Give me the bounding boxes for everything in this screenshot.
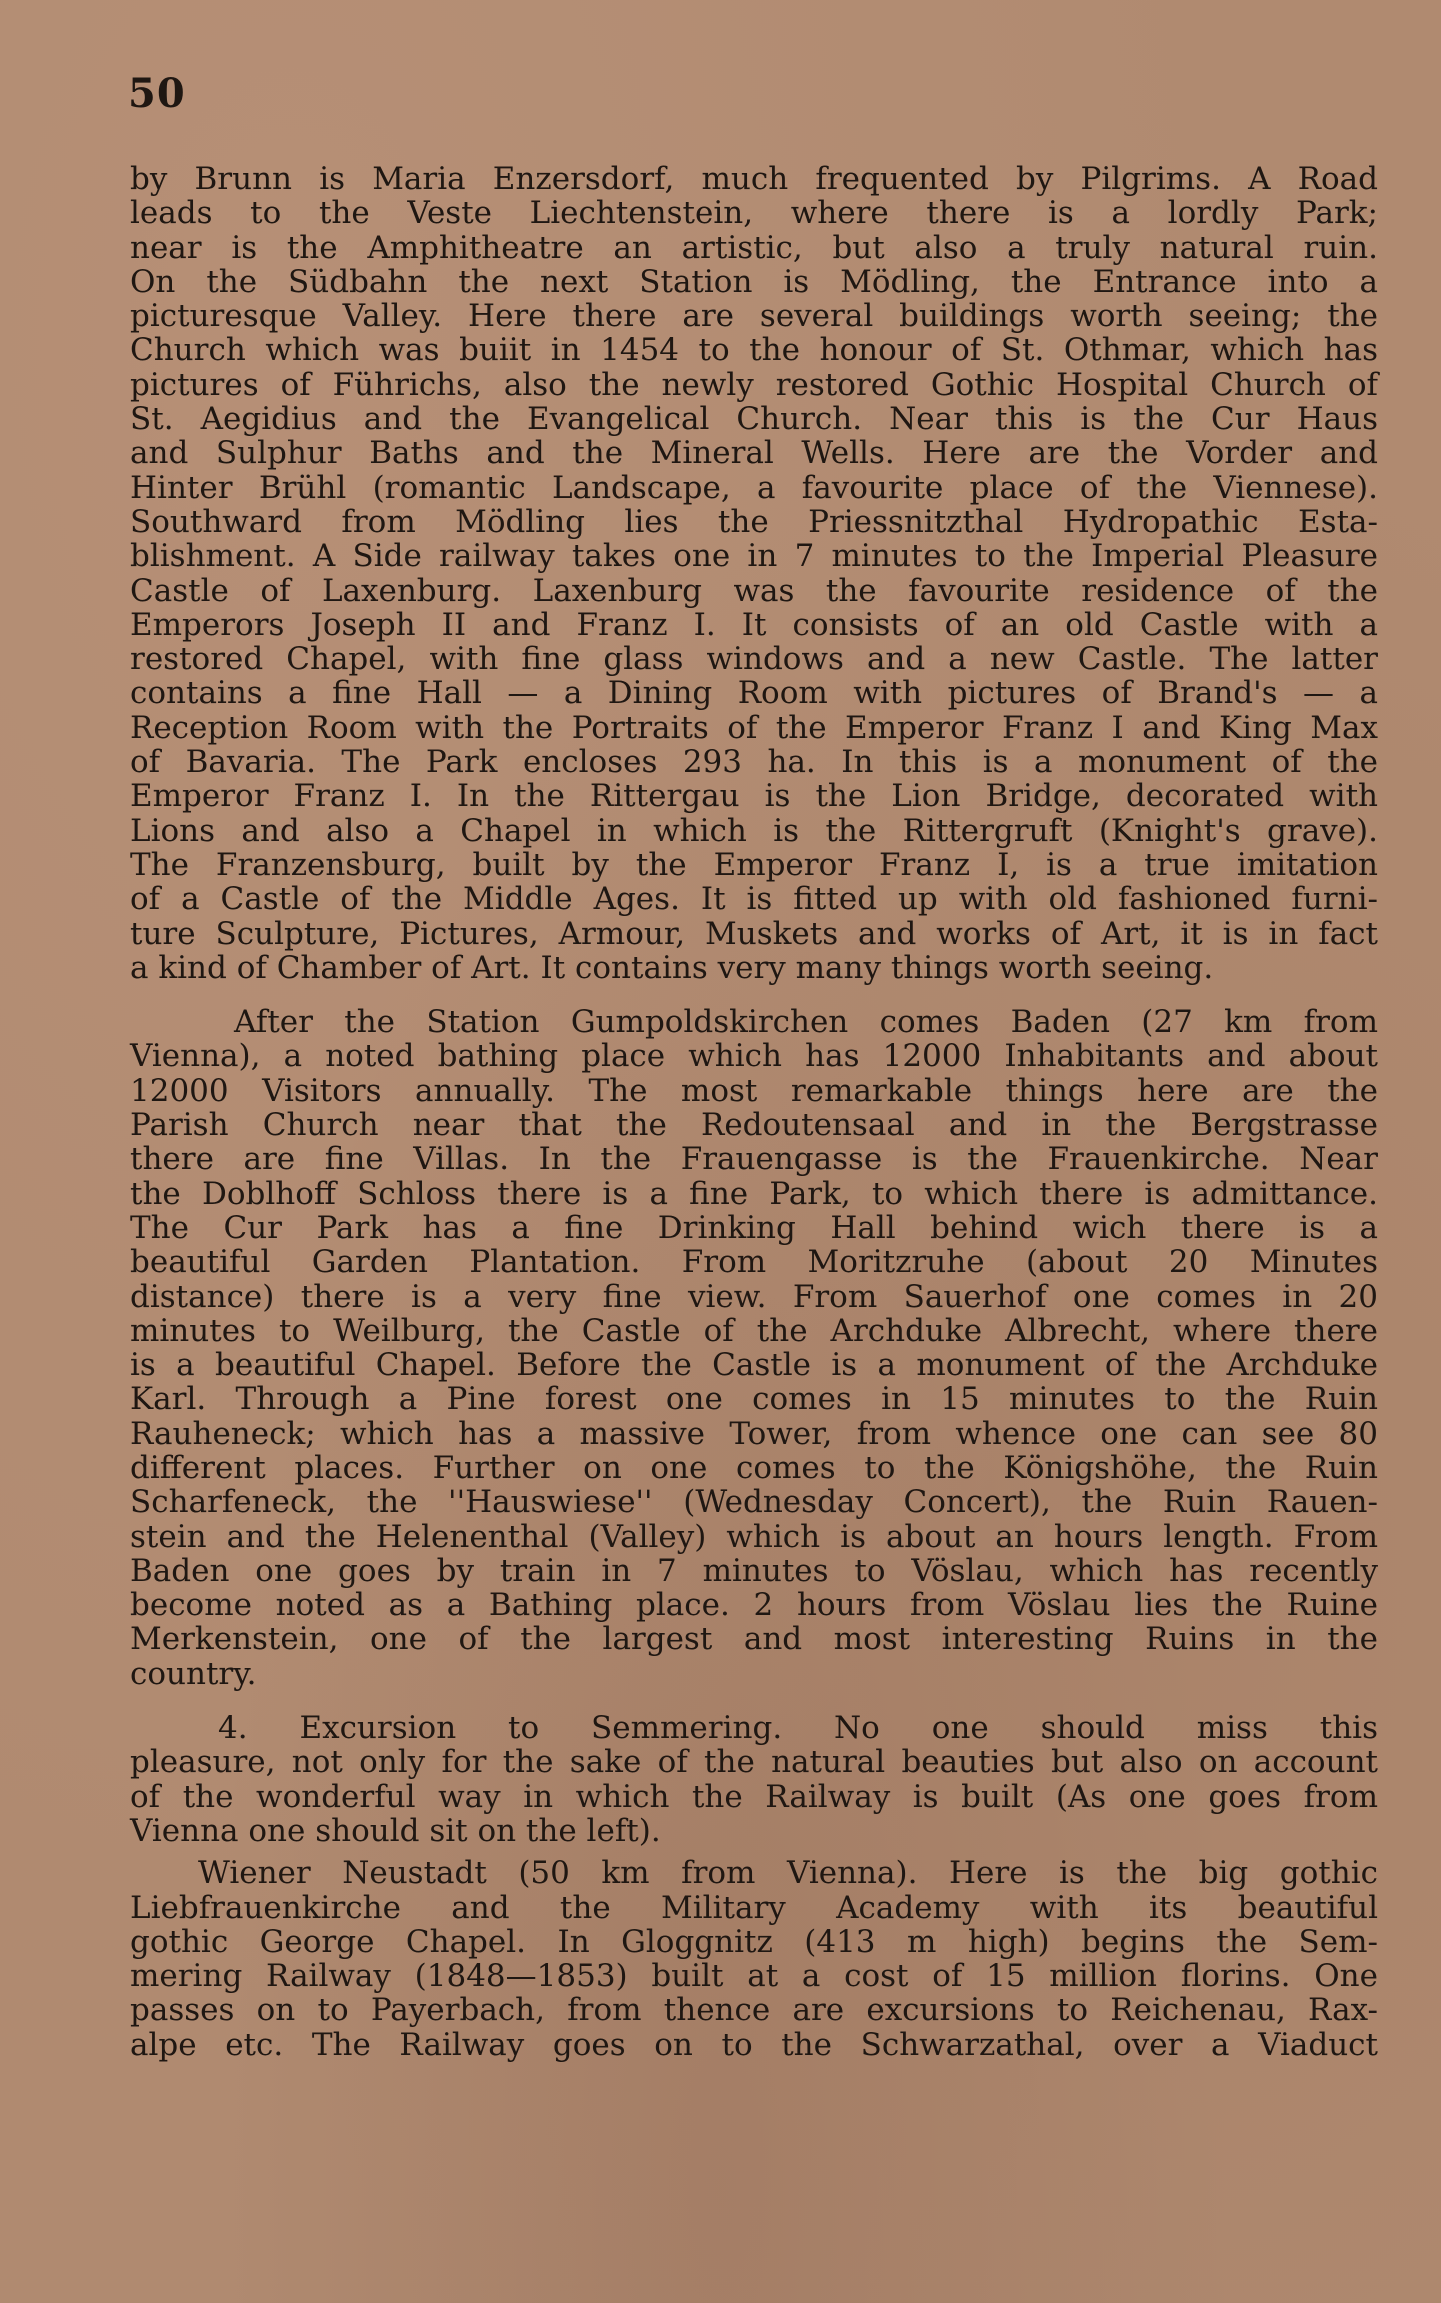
text-line: Reception Room with the Portraits of the Emperor Franz I and King Max (130, 709, 1378, 746)
text-line: restored Chapel, with fine glass windows and a new Castle. The latter (130, 641, 1378, 678)
text-line: Karl. Through a Pine forest one comes in 15 minutes to the Ruin (130, 1381, 1378, 1418)
text-line: the Doblhoff Schloss there is a fine Park, to which there is admittance. (130, 1175, 1378, 1212)
section-heading-line: 4. Excursion to Semmering. No one should miss this (218, 1710, 1378, 1747)
text-line: The Cur Park has a fine Drinking Hall behind wich there is a (130, 1209, 1378, 1246)
page-body (130, 162, 1378, 2062)
text-line: gothic George Chapel. In Gloggnitz (413 m high) begins the Sem- (130, 1923, 1378, 1960)
text-line: mering Railway (1848—1853) built at a cost of 15 million florins. One (130, 1958, 1378, 1995)
text-line: there are fine Villas. In the Frauengasse is the Frauenkirche. Near (130, 1141, 1378, 1178)
text-line: Liebfrauenkirche and the Military Academy with its beautiful (130, 1889, 1378, 1926)
text-line: Vienna one should sit on the left). (130, 1812, 661, 1849)
text-line: Parish Church near that the Redoutensaal and in the Bergstrasse (130, 1107, 1378, 1144)
text-line: Vienna), a noted bathing place which has 12000 Inhabitants and about (130, 1038, 1378, 1075)
text-line: picturesque Valley. Here there are several buildings worth seeing; the (130, 298, 1378, 335)
text-line: pleasure, not only for the sake of the natural beauties but also on account (130, 1744, 1378, 1781)
text-line: beautiful Garden Plantation. From Moritzruhe (about 20 Minutes (130, 1244, 1378, 1281)
text-line: 12000 Visitors annually. The most remarkable things here are the (130, 1072, 1378, 1109)
text-line: Lions and also a Chapel in which is the Rittergruft (Knight's grave). (130, 812, 1378, 849)
text-line: of the wonderful way in which the Railway is built (As one goes from (130, 1778, 1378, 1815)
text-line: alpe etc. The Railway goes on to the Schwarzathal, over a Viaduct (130, 2026, 1378, 2063)
text-line: and Sulphur Baths and the Mineral Wells. Here are the Vorder and (130, 435, 1378, 472)
page-number: 50 (128, 70, 186, 117)
text-line: contains a fine Hall — a Dining Room with pictures of Brand's — a (130, 675, 1378, 712)
text-line: Castle of Laxenburg. Laxenburg was the favourite residence of the (130, 572, 1378, 609)
paragraph-start-line: After the Station Gumpoldskirchen comes Baden (27 km from (234, 1004, 1378, 1041)
text-line: Church which was buiit in 1454 to the honour of St. Othmar, which has (130, 332, 1378, 369)
text-line: different places. Further on one comes to the Königshöhe, the Ruin (130, 1449, 1378, 1486)
text-line: Southward from Mödling lies the Priessnitzthal Hydropathic Esta- (130, 503, 1378, 540)
text-line: country. (130, 1655, 257, 1692)
text-line: Baden one goes by train in 7 minutes to Vöslau, which has recently (130, 1552, 1378, 1589)
text-line: On the Südbahn the next Station is Mödling, the Entrance into a (130, 263, 1378, 300)
text-line: a kind of Chamber of Art. It contains very many things worth seeing. (130, 949, 1214, 986)
text-line: near is the Amphitheatre an artistic, but also a truly natural ruin. (130, 229, 1378, 266)
text-line: ture Sculpture, Pictures, Armour, Muskets and works of Art, it is in fact (130, 915, 1378, 952)
text-line: St. Aegidius and the Evangelical Church. Near this is the Cur Haus (130, 401, 1378, 438)
text-line: leads to the Veste Liechtenstein, where there is a lordly Park; (130, 195, 1378, 232)
text-line: distance) there is a very fine view. From Sauerhof one comes in 20 (130, 1278, 1378, 1315)
text-line: Hinter Brühl (romantic Landscape, a favourite place of the Viennese). (130, 469, 1378, 506)
text-line: passes on to Payerbach, from thence are excursions to Reichenau, Rax- (130, 1992, 1378, 2029)
text-line: Rauheneck; which has a massive Tower, from whence one can see 80 (130, 1415, 1378, 1452)
text-line: The Franzensburg, built by the Emperor Franz I, is a true imitation (130, 846, 1378, 883)
text-line: minutes to Weilburg, the Castle of the Archduke Albrecht, where there (130, 1312, 1378, 1349)
text-line: blishment. A Side railway takes one in 7 minutes to the Imperial Pleasure (130, 538, 1378, 575)
text-line: Emperors Joseph II and Franz I. It consists of an old Castle with a (130, 606, 1378, 643)
text-line: Scharfeneck, the ''Hauswiese'' (Wednesday Concert), the Ruin Rauen- (130, 1484, 1378, 1521)
text-line: of Bavaria. The Park encloses 293 ha. In this is a monument of the (130, 744, 1378, 781)
text-line: stein and the Helenenthal (Valley) which is about an hours length. From (130, 1518, 1378, 1555)
text-line: Emperor Franz I. In the Rittergau is the Lion Bridge, decorated with (130, 778, 1378, 815)
text-line: pictures of Führichs, also the newly restored Gothic Hospital Church of (130, 366, 1378, 403)
text-line: by Brunn is Maria Enzersdorf, much frequented by Pilgrims. A Road (130, 161, 1378, 197)
text-line: of a Castle of the Middle Ages. It is fitted up with old fashioned furni- (130, 881, 1378, 918)
paragraph-start-line: Wiener Neustadt (50 km from Vienna). Here is the big gothic (198, 1855, 1378, 1892)
text-line: become noted as a Bathing place. 2 hours from Vöslau lies the Ruine (130, 1587, 1378, 1624)
text-line: Merkenstein, one of the largest and most interesting Ruins in the (130, 1621, 1378, 1658)
text-line: is a beautiful Chapel. Before the Castle is a monument of the Archduke (130, 1347, 1378, 1384)
